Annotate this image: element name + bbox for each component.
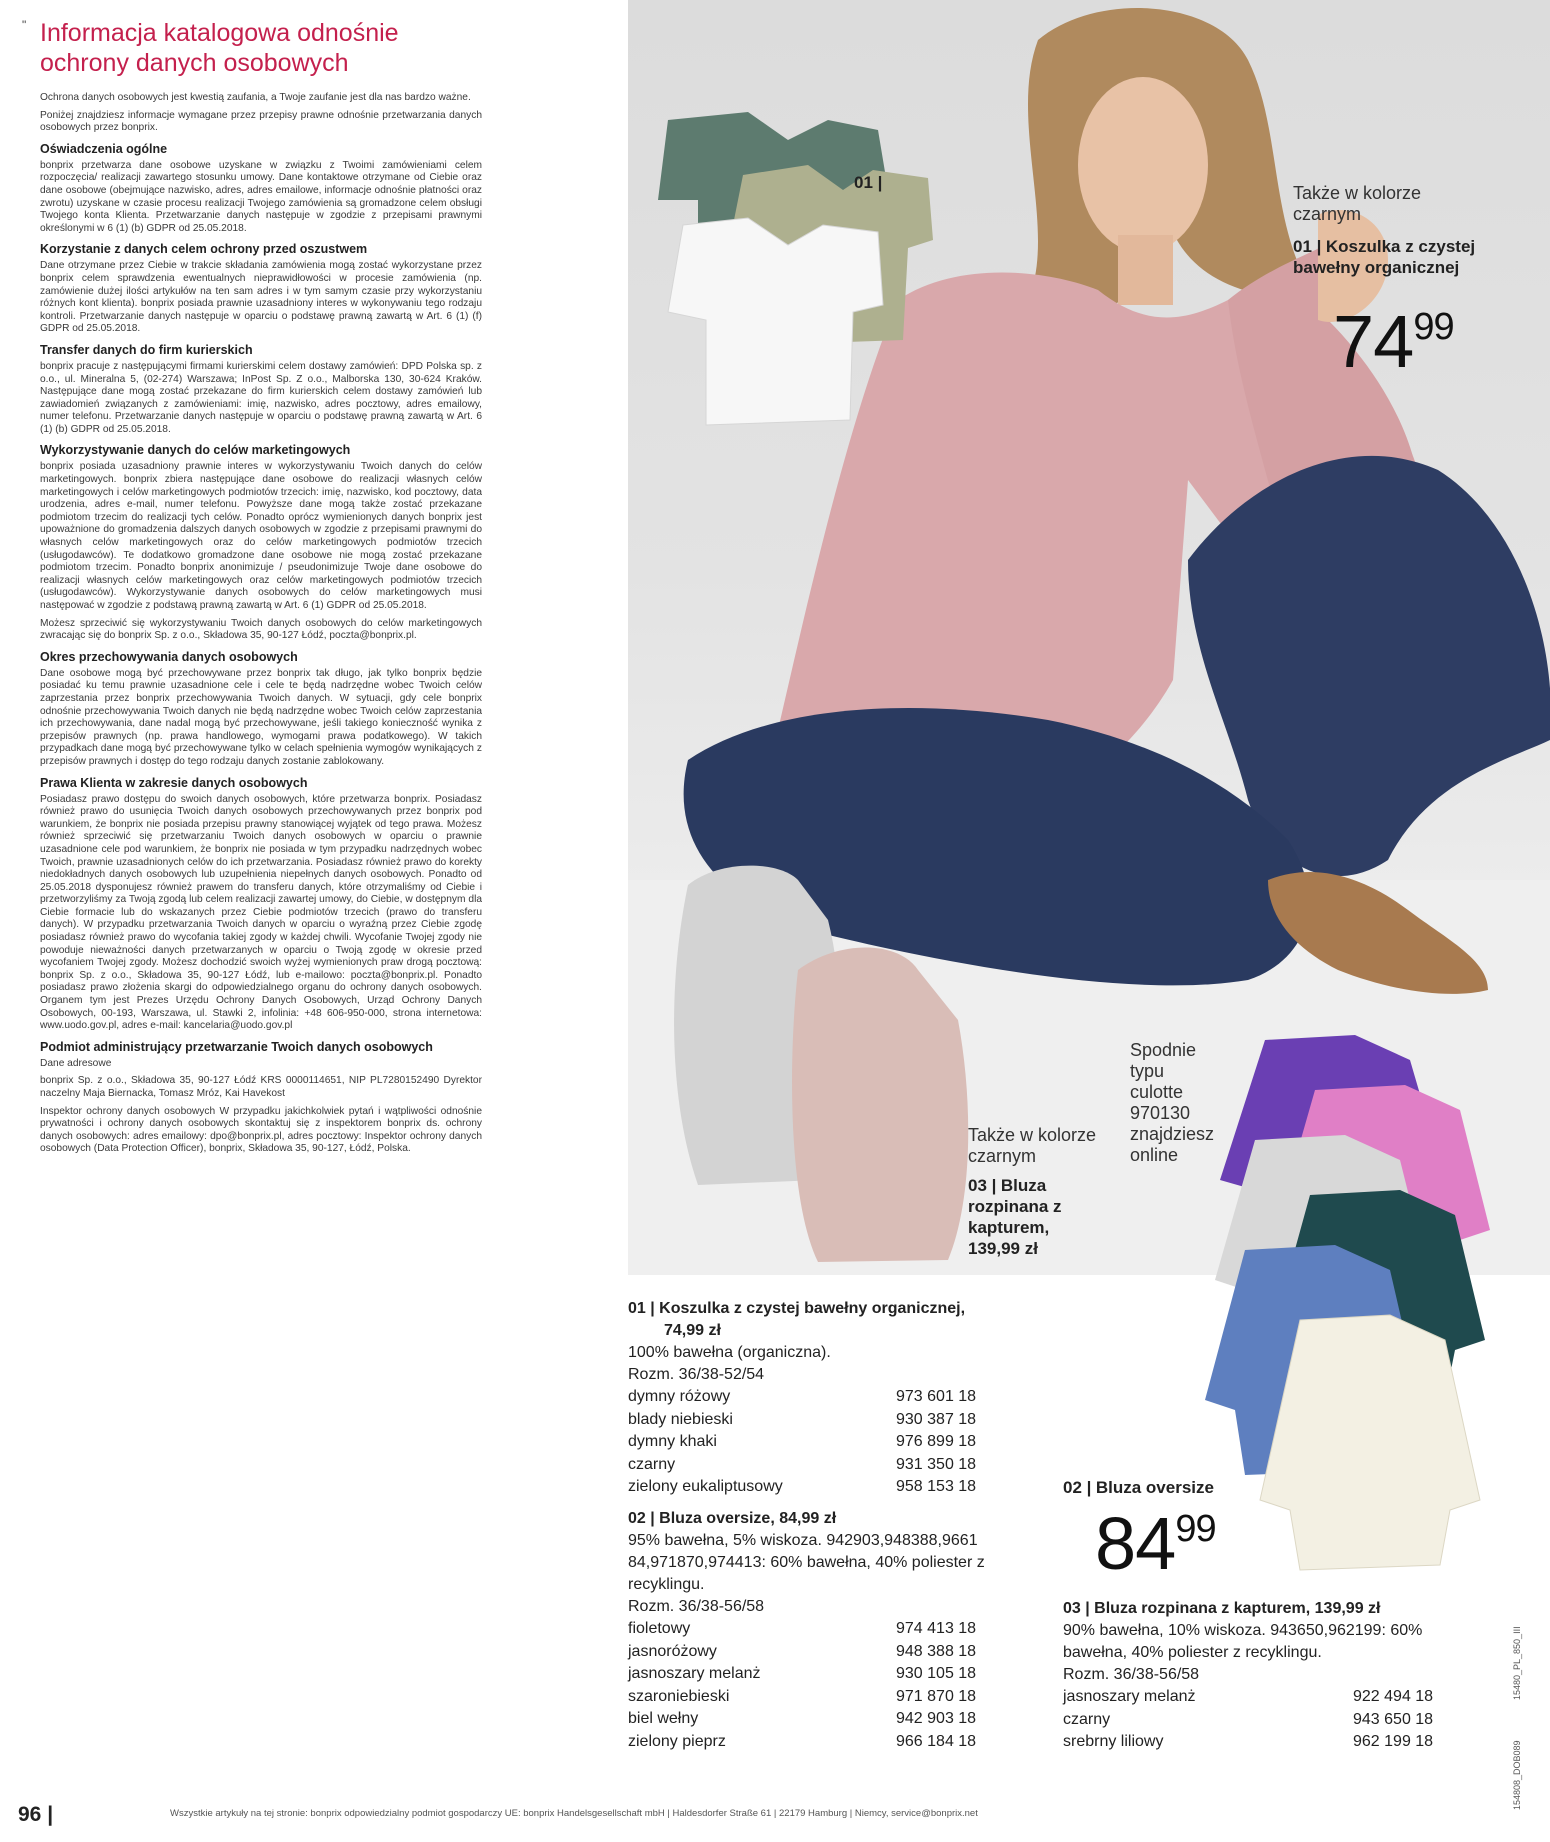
article-code: 948 388 18 — [896, 1642, 977, 1660]
color-row — [628, 1731, 976, 1754]
article-code: 930 105 18 — [896, 1665, 977, 1682]
corner-mark: " — [22, 18, 27, 32]
color-name: blady niebieski — [628, 1410, 733, 1428]
also-black-note: Także w kolorze czarnym — [1293, 183, 1422, 224]
color-name: jasnoszary melanż — [628, 1665, 761, 1682]
section-marketing — [40, 443, 482, 642]
article-code: 966 184 18 — [896, 1732, 977, 1750]
info-sizes: Rozm. 36/38-56/58 — [628, 1598, 765, 1615]
section-text: Dane osobowe mogą być przechowywane przez bonprix tak długo, jak tylko bonprix będzie posiadać ku temu prawnie uzasadnione cele i cele te będą nadrzędne wobec Twoich celów zaprzestania przez bonprix przechowywania Twoich danych. W sytuacji, gdy cele bonprix odnośnie przechowywania Twoich danych nie będą nadrzędne wobec Twoich celów zaprzestania ich przechowywania, dane nadal mogą być przechowywane, jeśli takiego konieczność wynika z przepisów prawnych (np. prawa handlowego, wymogami prawa podatkowego). W takich przypadkach dane mogą być przechowywane tylko w celach spełnienia wymogów wynikających z przepisów prawnych i dostęp do tego rodzaju danych zostanie zablokowany. — [40, 667, 482, 767]
product-number: 01 | — [1293, 237, 1322, 256]
product-02-label — [1063, 1477, 1214, 1498]
section-heading: Transfer danych do firm kurierskich — [40, 342, 253, 357]
color-row — [628, 1476, 976, 1499]
article-code: 943 650 18 — [1353, 1710, 1434, 1728]
color-name: szaroniebieski — [628, 1687, 730, 1705]
cream-sweatshirt — [1260, 1315, 1480, 1570]
section-text: Dane adresowe — [40, 1057, 112, 1069]
color-row — [628, 1618, 976, 1641]
vertical-catalog-code: 15480_PL_850_III — [1512, 1626, 1522, 1700]
article-code: 976 899 18 — [896, 1433, 977, 1450]
article-code: 958 153 18 — [896, 1478, 977, 1495]
sweatshirts-illustration — [1205, 1030, 1495, 1575]
color-code-table — [628, 1386, 976, 1499]
vertical-catalog-code: 154808_DOB089 — [1512, 1740, 1522, 1810]
color-name: dymny różowy — [628, 1388, 731, 1405]
info-material: 95% bawełna, 5% wiskoza. 942903,948388,9661 84,971870,974413: 60% bawełna, 40% poliester z recyklingu. — [628, 1532, 985, 1593]
section-couriers — [40, 343, 482, 437]
color-row — [1063, 1731, 1433, 1754]
color-name: jasnoróżowy — [628, 1642, 717, 1660]
face — [1078, 77, 1208, 253]
section-general — [40, 142, 482, 236]
intro-paragraph: Ochrona danych osobowych jest kwestią zaufania, a Twoje zaufanie jest dla nas bardzo ważne. — [40, 92, 471, 103]
color-name: zielony eukaliptusowy — [628, 1478, 783, 1495]
intro-paragraph: Poniżej znajdziesz informacje wymagane przez przepisy prawne odnośnie przetwarzania danych osobowych przez bonprix. — [40, 109, 482, 134]
color-name: biel wełny — [628, 1710, 699, 1727]
section-text: Możesz sprzeciwić się wykorzystywaniu Twoich danych osobowych do celów marketingowych zwracając się do bonprix Sp. z o.o., Składowa 35, 90-127 Łódź, poczta@bonprix.pl. — [40, 617, 482, 642]
section-text: bonprix przetwarza dane osobowe uzyskane w związku z Twoimi zamówieniami celem rozpoczęcia/ realizacji zawartego stosunku umowy. Dane kontaktowe otrzymane od Ciebie oraz dane osobowe (obejmujące nazwisko, adres, adres emailowe, informacje odnośnie płatności oraz zwrotu) uzyskane w czasie procesu realizacji Twojego zamówienia są gromadzone celem obsługi Twojego konta Klienta. Przetwarzanie danych następuje w zgodzie z przepisami prawnymi określonymi w 6 (1) (b) GDPR od 25.05.2018. — [40, 159, 482, 234]
product-info-03 — [1063, 1598, 1483, 1754]
color-name: fioletowy — [628, 1620, 691, 1637]
product-title: Bluza rozpinana z kapturem, — [968, 1176, 1062, 1237]
neck — [1118, 235, 1173, 305]
product-03-label — [968, 1175, 1108, 1259]
section-retention — [40, 650, 482, 769]
article-code: 930 387 18 — [896, 1410, 977, 1428]
page-title: Informacja katalogowa odnośnie ochrony danych osobowych — [40, 19, 399, 77]
section-text: bonprix pracuje z następującymi firmami kurierskimi celem dostawy zamówień: DPD Polska sp. z o.o., ul. Mineralna 5, (02-274) Warszawa; InPost Sp. Z o.o., Malborska 130, 30-624 Kraków. Następujące dane mogą zostać przekazane do firm kurierskich celem dostawy zamówień lub zawiadomień związanych z zamówieniami: imię, nazwisko, adres pocztowy, adres emailowy, numer telefonu. Przetwarzanie danych następuje w oparciu o podstawę prawną zawartą w Art. 6 (1) (b) GDPR od 25.05.2018. — [40, 360, 482, 435]
product-01-price — [1333, 300, 1454, 383]
section-rights — [40, 776, 482, 1033]
color-row — [628, 1386, 976, 1409]
info-heading: Bluza oversize, 84,99 zł — [659, 1510, 837, 1527]
info-heading: Bluza rozpinana z kapturem, 139,99 zł — [1094, 1600, 1381, 1617]
tshirt-number-label: 01 | — [854, 173, 883, 192]
product-02-price — [1095, 1502, 1216, 1585]
color-code-table — [1063, 1686, 1433, 1754]
color-row — [628, 1641, 976, 1664]
section-text: Posiadasz prawo dostępu do swoich danych osobowych, które przetwarza bonprix. Posiadasz również prawo do usunięcia Twoich danych osobowych przechowywanych przez bonprix pod warunkiem, że bonprix nie posiada przepisu prawny stanowiącej wyjątek od tego prawa. Możesz również sprzeciwić się przetwarzaniu Twoich danych osobowych w oparciu o prawnie uzasadnione cele pod warunkiem, że bonprix nie posiada w tym przypadku nadrzędnych wobec Twoich, prawnie uzasadnionych celów do ich przetwarzania. Posiadasz również prawo do korekty niedokładnych danych osobowych lub uzupełnienia niepełnych danych osobowych. Ponadto od 25.05.2018 dysponujesz również prawem do transferu danych, które otrzymaliśmy od Ciebie i przetworzyliśmy za Twoją zgodą lub celem realizacji zawartej umowy, do Ciebie, w dostępnym dla Ciebie formacie lub do wskazanych przez Ciebie podmiotów trzecich (prawo do transferu danych). W przypadku przetwarzania Twoich danych w oparciu o wyraźną przez Ciebie zgodę posiadasz również prawo do wycofania takiej zgody w każdej chwili. Wycofanie Twojej zgody nie powoduje nieważności danych przetwarzanych w oparciu o Twoją zgodę w okresie przed wycofaniem Twojej zgody. Możesz dochodzić swoich wyżej wymienionych praw drogą pocztową: bonprix Sp. z o.o., Składowa 35, 90-127 Łódź, lub e-mailowo: poczta@bonprix.pl. Ponadto posiadasz prawo złożenia skargi do odpowiedzialnego organu do ochrony danych osobowych. Organem tym jest Prezes Urzędu Ochrony Danych Osobowych, Urząd Ochrony Danych Osobowych, 00-193, Warszawa, ul. Stawki 2, infolinia: +48 606-950-000, strona internetowa: www.uodo.gov.pl, adres e-mail: kancelaria@uodo.gov.pl — [40, 793, 482, 1032]
section-text: Dane otrzymane przez Ciebie w trakcie składania zamówienia mogą zostać wykorzystane przez bonprix celem sprawdzenia ewentualnych nieprawidłowości w procesie zamówienia (np. zamówienie dużej ilości artykułów na ten sam adres i w tym samym czasie przy wykorzystaniu różnych kont klienta). bonprix posiada prawnie uzasadniony interes w wykonywaniu tego rodzaju kontroli. Przetwarzanie danych następuje w oparciu o podstawę prawną zawartą w Art. 6 (1) (f) GDPR od 25.05.2018. — [40, 260, 482, 335]
article-code: 931 350 18 — [896, 1455, 977, 1473]
product-number: 03 | — [968, 1176, 997, 1195]
product-info-02 — [628, 1508, 1048, 1753]
section-heading: Oświadczenia ogólne — [40, 141, 168, 156]
product-title: Bluza oversize — [1095, 1478, 1214, 1497]
section-heading: Okres przechowywania danych osobowych — [40, 649, 298, 664]
color-row — [1063, 1709, 1433, 1732]
color-row — [1063, 1686, 1433, 1709]
white-tshirt — [668, 218, 883, 425]
color-row — [628, 1708, 976, 1731]
product-info-01 — [628, 1298, 1048, 1499]
section-text: bonprix Sp. z o.o., Składowa 35, 90-127 Łódź KRS 0000114651, NIP PL7280152490 Dyrektor naczelny Maja Biernacka, Tomasz Mróz, Kai Havekost — [40, 1075, 482, 1099]
article-code: 973 601 18 — [896, 1388, 977, 1405]
product-title: Koszulka z czystej bawełny organicznej — [1293, 237, 1476, 277]
footer-note: Wszystkie artykuły na tej stronie: bonprix odpowiedzialny podmiot gospodarczy UE: bonprix Handelsgesellschaft mbH | Haldesdorfer Straße 61 | 22179 Hamburg | Niemcy, service@bonprix.net — [170, 1808, 978, 1819]
color-name: zielony pieprz — [628, 1732, 726, 1750]
color-name: srebrny liliowy — [1063, 1733, 1164, 1750]
color-row — [628, 1454, 976, 1477]
color-row — [628, 1431, 976, 1454]
info-number: 02 | — [628, 1510, 655, 1527]
product-price: 139,99 zł — [968, 1239, 1038, 1258]
color-name: czarny — [1063, 1710, 1111, 1728]
article-code: 962 199 18 — [1353, 1733, 1434, 1750]
section-heading: Korzystanie z danych celem ochrony przed oszustwem — [40, 242, 368, 257]
article-code: 942 903 18 — [896, 1710, 977, 1727]
info-material: 90% bawełna, 10% wiskoza. 943650,962199: 60% bawełna, 40% poliester z recyklingu. — [1063, 1622, 1423, 1661]
section-text: bonprix posiada uzasadniony prawnie interes w wykorzystywaniu Twoich danych do celów marketingowych. bonprix zbiera następujące dane osobowe do realizacji własnych celów marketingowych i celów marketingowych podmiotów trzecich: imię, nazwisko, kod pocztowy, data urodzenia, adres e-mail, numer telefonu. Powyższe dane mogą także zostać przekazane podmiotom trzecim do realizacji tych celów. Ponadto oprócz wymienionych danych bonprix jest upoważnione do gromadzenia dalszych danych osobowych w zgodzie z przepisami prawnymi do własnych celów marketingowych oraz do celów marketingowych podmiotów trzecich (usługodawców). Te dodatkowo gromadzone dane osobowe nie mogą zostać przekazane podmiotom trzecim. Ponadto bonprix anonimizuje / pseudonimizuje Twoje dane osobowe do realizacji własnych celów marketingowych oraz celów marketingowych podmiotów trzecich (usługodawców). Wykorzystywanie danych osobowych do celów marketingowych musi następować w zgodzie z podstawą prawną zawartą w Art. 6 (1) GDPR od 25.05.2018. — [40, 461, 482, 611]
info-sizes: Rozm. 36/38-52/54 — [628, 1366, 765, 1383]
section-text: Inspektor ochrony danych osobowych W przypadku jakichkolwiek pytań i wątpliwości odnośnie prywatności i ochrony danych osobowych skontaktuj się z inspektorem bonprix ds. ochrony danych osobowych: adres emailowy: dpo@bonprix.pl, adres pocztowy: Inspektor ochrony danych osobowych (Data Protection Officer), bonprix, Składowa 35, 90-127, Łódź, Polska. — [40, 1105, 482, 1155]
info-price: 74,99 zł — [664, 1322, 721, 1339]
section-controller — [40, 1040, 482, 1156]
product-number: 02 | — [1063, 1478, 1092, 1497]
info-sizes: Rozm. 36/38-56/58 — [1063, 1666, 1200, 1683]
section-heading: Prawa Klienta w zakresie danych osobowych — [40, 775, 308, 790]
info-number: 03 | — [1063, 1600, 1090, 1617]
article-code: 974 413 18 — [896, 1620, 977, 1637]
price-main: 84 — [1095, 1502, 1176, 1585]
color-row — [628, 1409, 976, 1432]
article-code: 971 870 18 — [896, 1687, 977, 1705]
color-name: dymny khaki — [628, 1433, 717, 1450]
color-name: czarny — [628, 1455, 676, 1473]
price-cents: 99 — [1413, 306, 1454, 348]
info-heading: Koszulka z czystej bawełny organicznej, — [659, 1300, 966, 1317]
info-number: 01 | — [628, 1300, 655, 1317]
also-black-note: Także w kolorze czarnym — [968, 1125, 1097, 1166]
product-01-label — [1293, 236, 1533, 278]
article-code: 922 494 18 — [1353, 1688, 1434, 1705]
color-row — [628, 1663, 976, 1686]
info-material: 100% bawełna (organiczna). — [628, 1344, 831, 1361]
color-name: jasnoszary melanż — [1063, 1688, 1196, 1705]
privacy-info-column — [40, 18, 482, 1788]
color-row — [628, 1686, 976, 1709]
section-heading: Wykorzystywanie danych do celów marketingowych — [40, 443, 351, 458]
section-heading: Podmiot administrujący przetwarzanie Twoich danych osobowych — [40, 1039, 433, 1054]
price-main: 74 — [1333, 300, 1414, 383]
section-fraud — [40, 242, 482, 336]
intro-section — [40, 92, 482, 135]
price-cents: 99 — [1175, 1508, 1216, 1550]
color-code-table — [628, 1618, 976, 1753]
culotte-note: Spodnie typu culotte 970130 znajdziesz online — [1130, 1040, 1215, 1165]
page-number: 96 | — [18, 1803, 54, 1826]
